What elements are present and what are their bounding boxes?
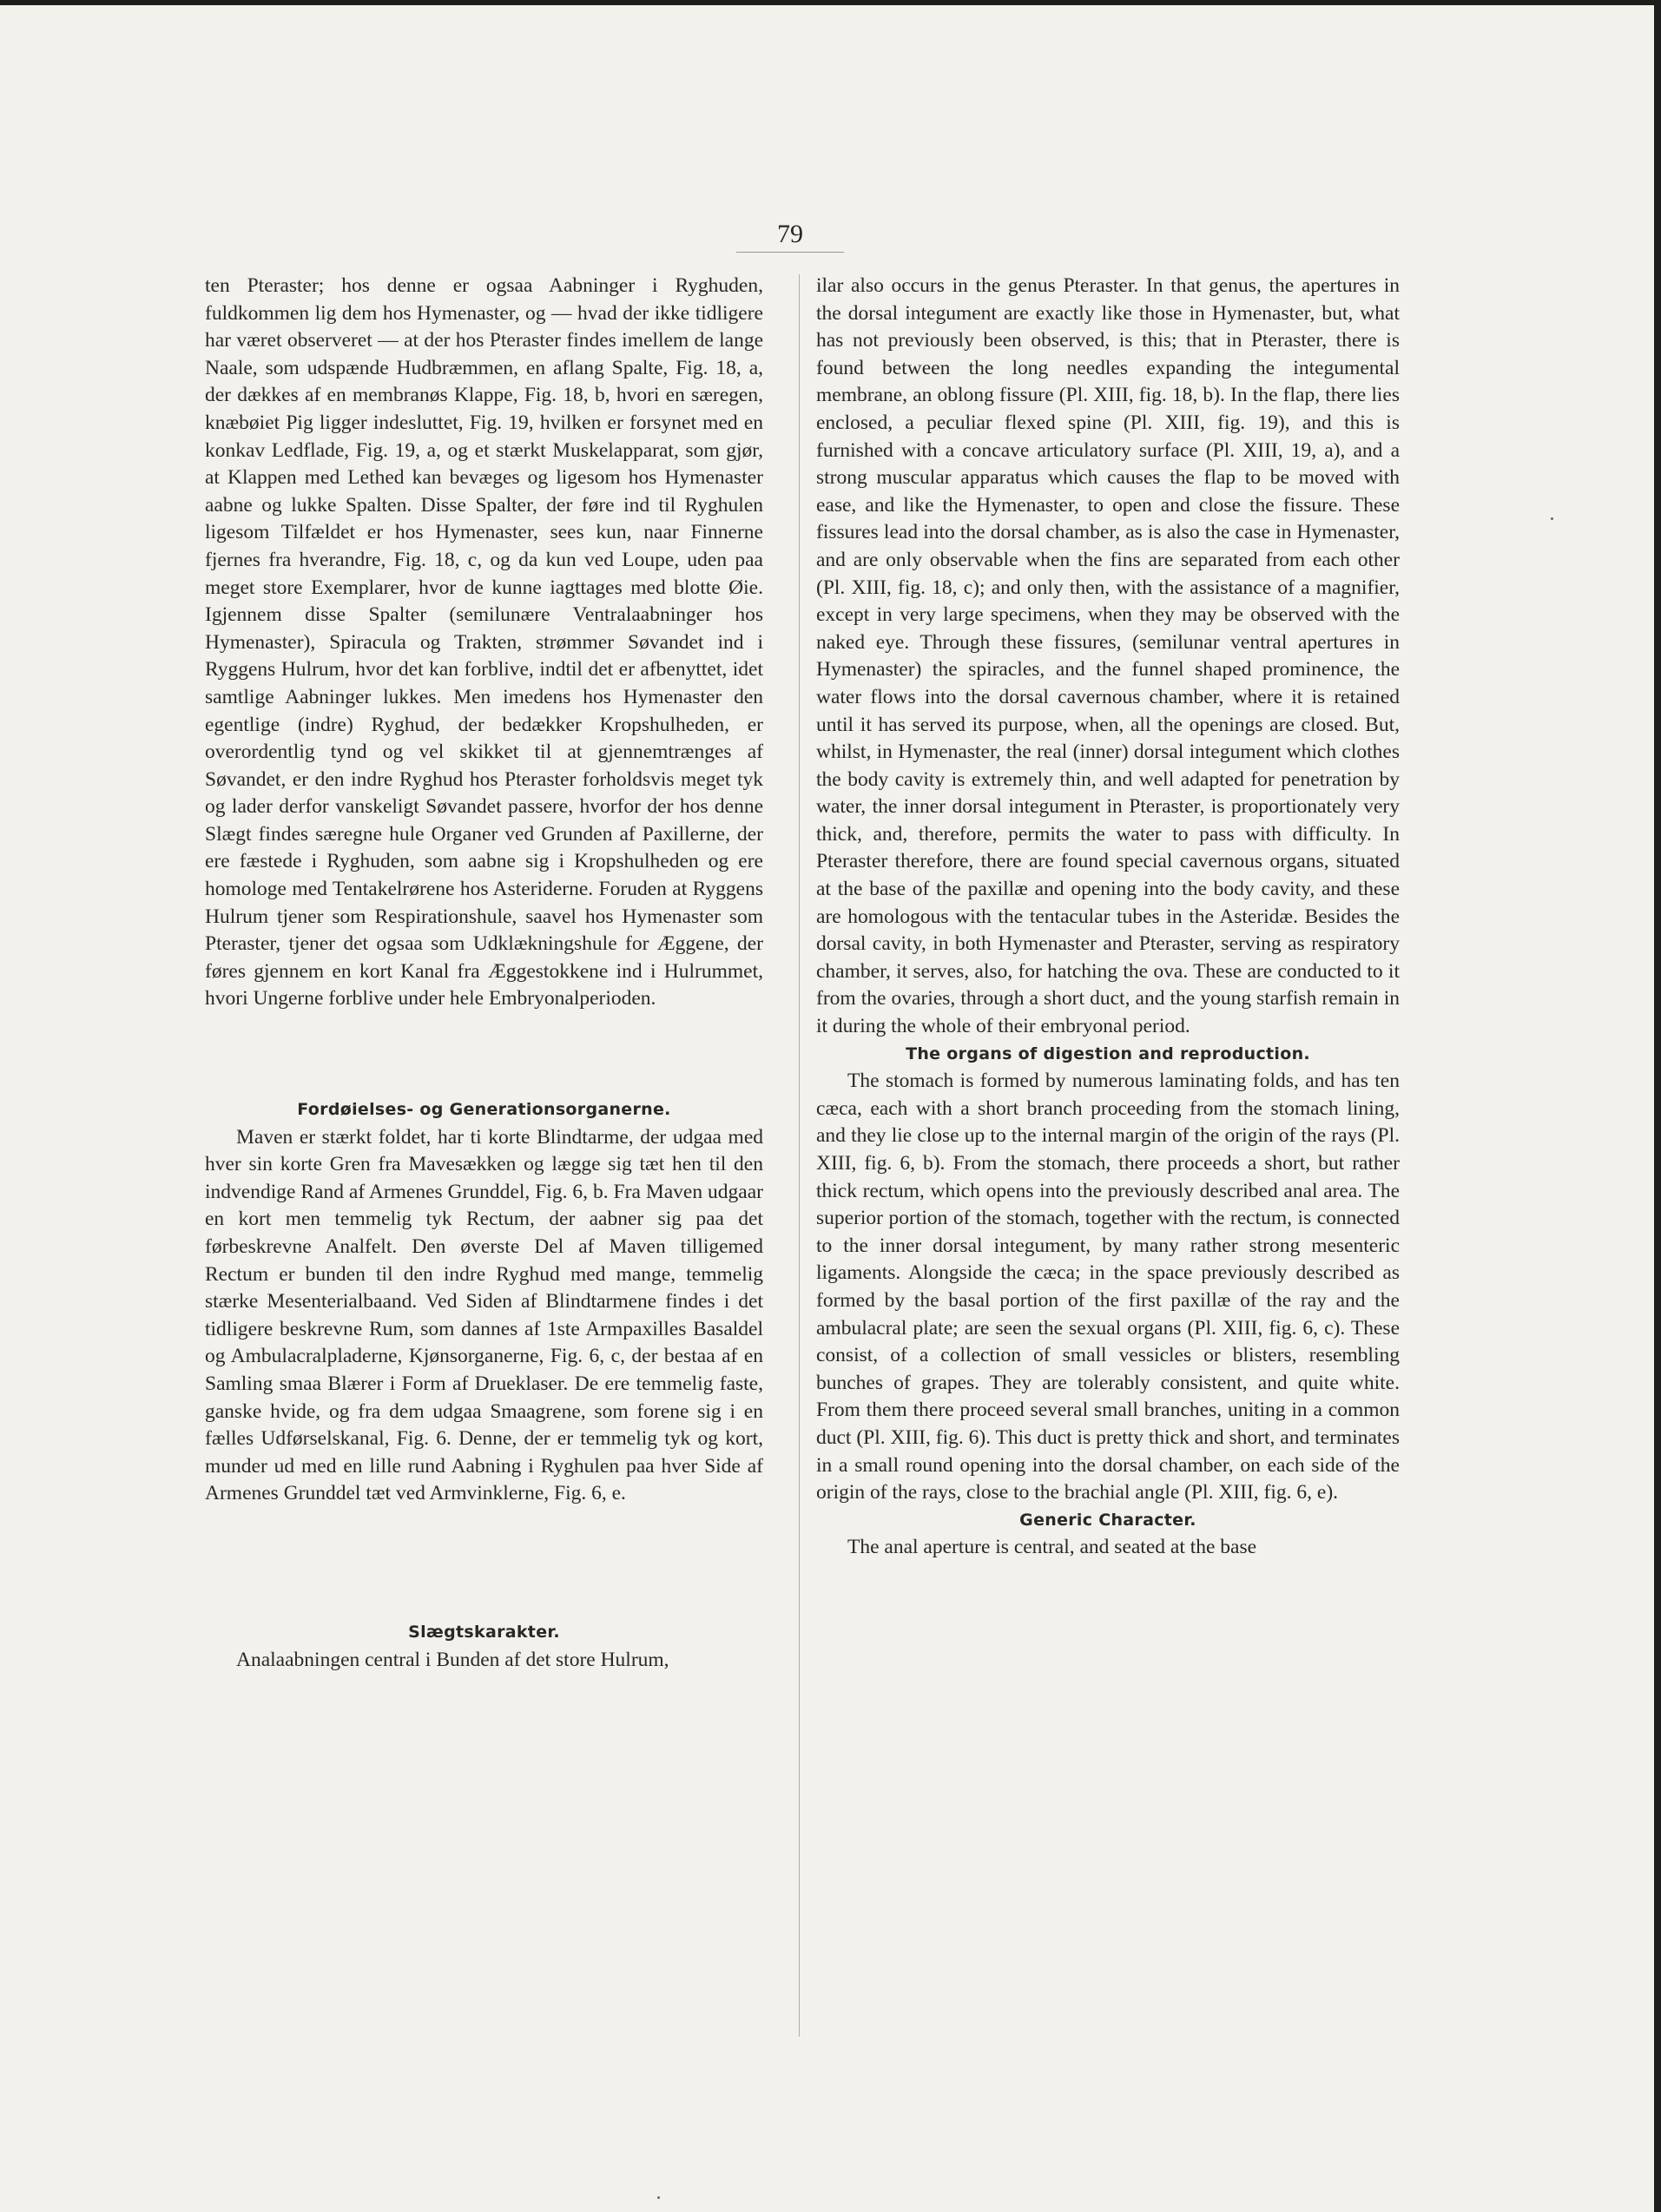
left-paragraph-3: Analaabningen central i Bunden af det store Hulrum,: [236, 1648, 669, 1671]
left-heading-generic: Slægtskarakter.: [408, 1622, 560, 1642]
left-paragraph-1: ten Pteraster; hos denne er ogsaa Aabninger i Ryghuden, fuldkommen lig dem hos Hymenaster, og — hvad der ikke tidligere har været observeret — at der hos Pteraster findes imellem de lange Naale, som udspænde Hudbræmmen, en aflang Spalte, Fig. 18, a, der dækkes af en membranøs Klappe, Fig. 18, b, hvori en særegen, knæbøiet Pig ligger indesluttet, Fig. 19, hvilken er forsynet med en konkav Ledflade, Fig. 19, a, og et stærkt Muskelapparat, som gjør, at Klappen med Lethed kan bevæges og ligesom hos Hymenaster aabne og lukke Spalten. Disse Spalter, der føre ind til Ryghulen ligesom Tilfældet er hos Hymenaster, sees kun, naar Finnerne fjernes fra hverandre, Fig. 18, c, og da kun ved Loupe, uden paa meget store Exemplarer, hvor de kunne iagttages med blotte Øie. Igjennem disse Spalter (semilunære Ventralaabninger hos Hymenaster), Spiracula og Trakten, strømmer Søvandet ind i Ryggens Hulrum, hvor det kan forblive, indtil det er afbenyttet, idet samtlige Aabninger lukkes. Men imedens hos Hymenaster den egentlige (indre) Ryghud, der bedækker Kropshulheden, er overordentlig tynd og vel skikket til at gjennemtrænges af Søvandet, er den indre Ryghud hos Pteraster forholdsvis meget tyk og lader derfor vanskeligt Søvandet passere, hvorfor der hos denne Slægt findes særegne hule Organer ved Grunden af Paxillerne, der ere fæstede i Ryghuden, som aabne sig i Kropshulheden og ere homologe med Tentakelrørene hos Asteriderne. Foruden at Ryggens Hulrum tjener som Respirationshule, saavel hos Hymenaster som Pteraster, tjener det ogsaa som Udklækningshule for Æggene, der føres gjennem en kort Kanal fra Æggestokkene ind i Hulrummet, hvori Ungerne forblive under hele Embryonalperioden.: [205, 274, 763, 1011]
right-heading-generic: Generic Character.: [1019, 1510, 1196, 1530]
left-gap-2: [205, 1508, 763, 1619]
scan-speck: [1551, 517, 1553, 520]
left-gap-1: [205, 1013, 763, 1096]
right-paragraph-3: The anal aperture is central, and seated at the base: [847, 1536, 1257, 1559]
right-paragraph-1: ilar also occurs in the genus Pteraster. In that genus, the apertures in the dorsal integument are exactly like those in Hymenaster, but, what has not previously been observed, is this; that in Pteraster, there is found between the long needles expanding the integumental membrane, an oblong fissure (Pl. XIII, fig. 18, b). In the flap, there lies enclosed, a peculiar flexed spine (Pl. XIII, fig. 19), and this is furnished with a concave articulatory surface (Pl. XIII, 19, a), and a strong muscular apparatus which causes the flap to be moved with ease, and like the Hymenaster, to open and close the fissure. These fissures lead into the dorsal chamber, as is also the case in Hymenaster, and are only observable when the fins are separated from each other (Pl. XIII, fig. 18, c); and only then, with the assistance of a magnifier, except in very large specimens, when they may be observed with the naked eye. Through these fissures, (semilunar ventral apertures in Hymenaster) the spiracles, and the funnel shaped prominence, the water flows into the dorsal cavernous chamber, where it is retained until it has served its purpose, when, all the openings are closed. But, whilst, in Hymenaster, the real (inner) dorsal integument which clothes the body cavity is extremely thin, and well adapted for penetration by water, the inner dorsal integument in Pteraster, is proportionately very thick, and, therefore, permits the water to pass with difficulty. In Pteraster therefore, there are found special cavernous organs, situated at the base of the paxillæ and opening into the body cavity, and these are homologous with the tentacular tubes in the Asteridæ. Besides the dorsal cavity, in both Hymenaster and Pteraster, serving as respiratory chamber, it serves, also, for hatching the ova. These are conducted to it from the ovaries, through a short duct, and the young starfish remain in it during the whole of their embryonal period.: [816, 274, 1400, 1038]
scan-edge-right: [1654, 0, 1661, 2212]
page-number: 79: [777, 220, 803, 248]
scan-edge-top: [0, 0, 1661, 5]
right-paragraph-2: The stomach is formed by numerous laminating folds, and has ten cæca, each with a short branch proceeding from the stomach lining, and they lie close up to the internal margin of the origin of the rays (Pl. XIII, fig. 6, b). From the stomach, there proceeds a short, but rather thick rectum, which opens into the previously described anal area. The superior portion of the stomach, together with the rectum, is connected to the inner dorsal integument, by many rather strong mesenteric ligaments. Alongside the cæca; in the space previously described as formed by the basal portion of the first paxillæ of the ray and the ambulacral plate; are seen the sexual organs (Pl. XIII, fig. 6, c). These consist, of a collection of small vessicles or blisters, resembling bunches of grapes. They are tolerably consistent, and quite white. From them there proceed several small branches, uniting in a common duct (Pl. XIII, fig. 6). This duct is pretty thick and short, and terminates in a small round opening into the dorsal chamber, on each side of the origin of the rays, close to the brachial angle (Pl. XIII, fig. 6, e).: [816, 1070, 1400, 1504]
right-heading-digestion: The organs of digestion and reproduction.: [906, 1043, 1310, 1063]
left-column-norwegian: [205, 273, 763, 1674]
column-divider: [799, 274, 800, 2037]
left-heading-digestion: Fordøielses- og Generationsorganerne.: [297, 1100, 671, 1120]
left-paragraph-2: Maven er stærkt foldet, har ti korte Blindtarme, der udgaa med hver sin korte Gren fra Mavesækken og lægge sig tæt hen til den indvendige Rand af Armenes Grunddel, Fig. 6, b. Fra Maven udgaar en kort men temmelig tyk Rectum, der aabner sig paa det førbeskrevne Analfelt. Den øverste Del af Maven tilligemed Rectum er bunden til den indre Ryghud med mange, temmelig stærke Mesenterialbaand. Ved Siden af Blindtarmene findes i det tidligere beskrevne Rum, som dannes af 1ste Armpaxilles Basaldel og Ambulacralpladerne, Kjønsorganerne, Fig. 6, c, der bestaa af en Samling smaa Blærer i Form af Drueklaser. De ere temmelig faste, ganske hvide, og fra dem udgaa Smaagrene, som forene sig i en fælles Udførselskanal, Fig. 6. Denne, der er temmelig tyk og kort, munder ud med en lille rund Aabning i Ryghulen paa hver Side af Armenes Grunddel tæt ved Armvinklerne, Fig. 6, e.: [205, 1125, 763, 1505]
right-column-english: [816, 273, 1400, 1562]
page-number-rule: [736, 252, 844, 253]
scan-speck: [657, 2196, 660, 2199]
